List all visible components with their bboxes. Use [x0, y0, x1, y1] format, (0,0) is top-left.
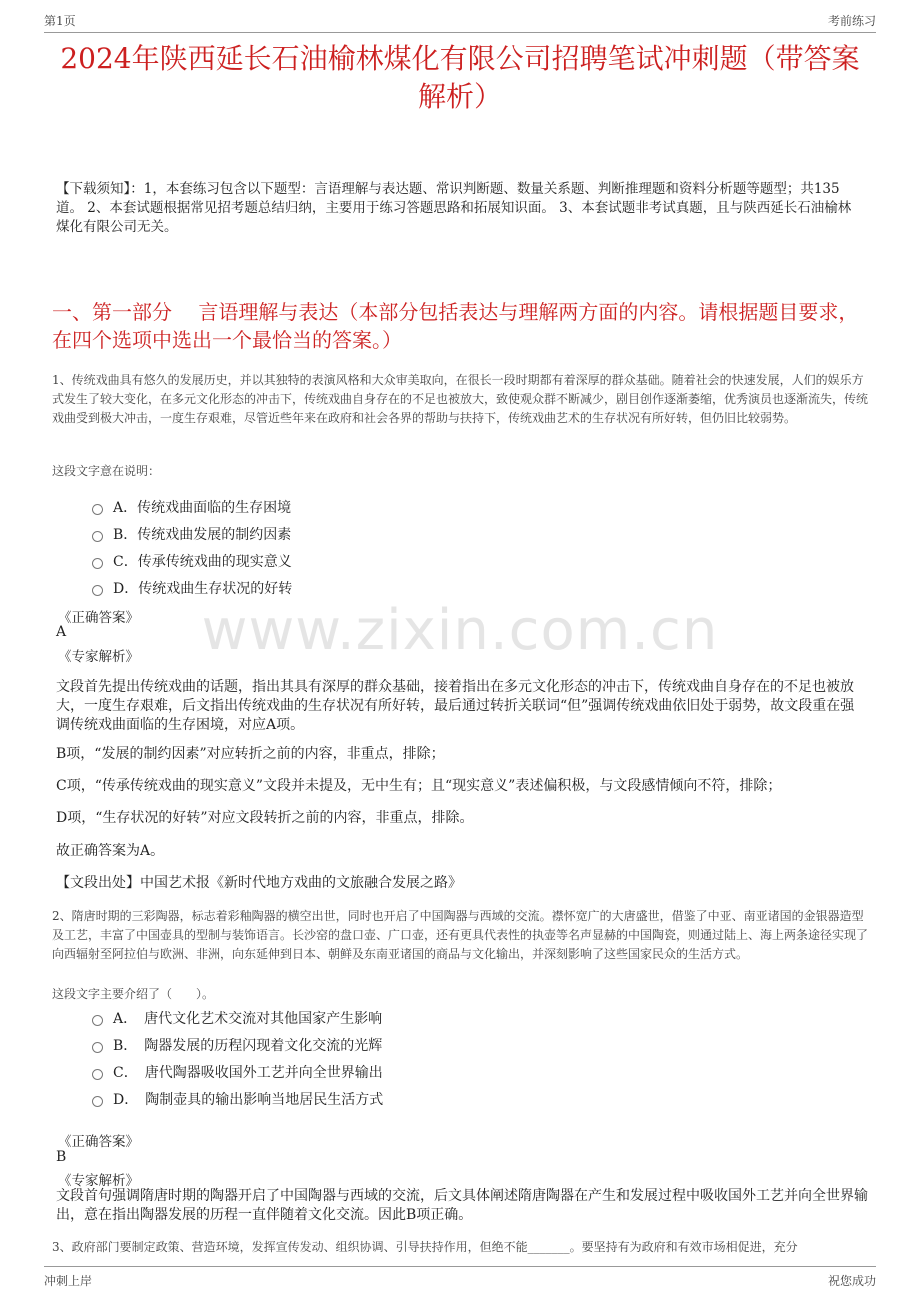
- q1-analysis-d: D项，“生存状况的好转”对应文段转折之前的内容，非重点，排除。: [56, 810, 474, 826]
- question-1-text: 1、传统戏曲具有悠久的发展历史，并以其独特的表演风格和大众审美取向，在很长一段时期都有着深厚的群众基础。随着社会的快速发展，人们的娱乐方式发生了较大变化，在多元文化形态的冲击下，传统戏曲自身存在的不足也被放大，致使观众群不断减少，剧目创作逐渐萎缩，优秀演员也逐渐流失，传统戏曲受到极大冲击，一度生存艰难，尽管近些年来在政府和社会各界的帮助与扶持下，传统戏曲艺术的生存状况有所好转，但仍旧比较弱势。: [52, 373, 869, 425]
- page-title: 2024年陕西延长石油榆林煤化有限公司招聘笔试冲刺题（带答案解析）: [60, 42, 860, 113]
- q2-option-a[interactable]: [92, 1008, 382, 1028]
- radio-icon[interactable]: [92, 1069, 103, 1080]
- option-label: B． 陶器发展的历程闪现着文化交流的光辉: [113, 1038, 383, 1054]
- q2-analysis-label: 《专家解析》: [58, 1173, 139, 1189]
- q1-analysis-label: 《专家解析》: [58, 649, 139, 665]
- footer-rule: [44, 1266, 876, 1267]
- option-label: D． 陶制壶具的输出影响当地居民生活方式: [113, 1092, 384, 1108]
- q2-option-c[interactable]: [92, 1062, 383, 1082]
- q1-analysis-conclusion: 故正确答案为A。: [56, 843, 165, 859]
- radio-icon[interactable]: [92, 585, 103, 596]
- q1-answer-label: 《正确答案》: [58, 610, 139, 626]
- footer-left-label: 冲刺上岸: [44, 1274, 93, 1288]
- option-label: B．传统戏曲发展的制约因素: [113, 527, 292, 543]
- q1-analysis-c: C项，“传承传统戏曲的现实意义”文段并未提及，无中生有；且“现实意义”表述偏积极，与文段感情倾向不符，排除；: [56, 778, 782, 794]
- option-label: A． 唐代文化艺术交流对其他国家产生影响: [113, 1011, 383, 1027]
- question-3-text: 3、政府部门要制定政策、营造环境，发挥宣传发动、组织协调、引导扶持作用，但绝不能_______。要坚持有为政府和有效市场相促进，充分: [52, 1240, 798, 1254]
- question-1-prompt: 这段文字意在说明：: [52, 464, 161, 478]
- radio-icon[interactable]: [92, 1015, 103, 1026]
- q1-option-b[interactable]: [92, 524, 291, 544]
- q1-analysis-main: 文段首先提出传统戏曲的话题，指出其具有深厚的群众基础，接着指出在多元文化形态的冲击下，传统戏曲自身存在的不足也被放大，一度生存艰难，后文指出传统戏曲的生存状况有所好转，最后通过转折关联词“但”强调传统戏曲依旧处于弱势，故文段重在强调传统戏曲面临的生存困境，对应A项。: [56, 679, 855, 733]
- radio-icon[interactable]: [92, 1096, 103, 1107]
- q2-option-b[interactable]: [92, 1035, 382, 1055]
- download-notice: 【下载须知】：1，本套练习包含以下题型：言语理解与表达题、常识判断题、数量关系题、判断推理题和资料分析题等题型；共135道。 2、本套试题根据常见招考题总结归纳，主要用于练习答题思路和拓展知识面。 3、本套试题非考试真题，且与陕西延长石油榆林煤化有限公司无关。: [56, 181, 852, 235]
- q1-option-d[interactable]: [92, 578, 292, 598]
- option-label: C．传承传统戏曲的现实意义: [113, 554, 292, 570]
- footer-right-label: 祝您成功: [827, 1274, 876, 1288]
- radio-icon[interactable]: [92, 1042, 103, 1053]
- option-label: C． 唐代陶器吸收国外工艺并向全世界输出: [113, 1065, 383, 1081]
- q1-source: 【文段出处】中国艺术报《新时代地方戏曲的文旅融合发展之路》: [56, 875, 462, 891]
- option-label: D．传统戏曲生存状况的好转: [113, 581, 293, 597]
- q1-answer: A: [56, 624, 67, 640]
- watermark: www.zixin.com.cn: [201, 598, 719, 663]
- q2-answer-label: 《正确答案》: [58, 1134, 139, 1150]
- radio-icon[interactable]: [92, 504, 103, 515]
- q1-option-a[interactable]: [92, 497, 291, 517]
- radio-icon[interactable]: [92, 531, 103, 542]
- page-number: 第1页: [44, 14, 76, 28]
- option-label: A．传统戏曲面临的生存困境: [113, 500, 292, 516]
- q2-option-d[interactable]: [92, 1089, 383, 1109]
- radio-icon[interactable]: [92, 558, 103, 569]
- q1-option-c[interactable]: [92, 551, 292, 571]
- question-2-text: 2、隋唐时期的三彩陶器，标志着彩釉陶器的横空出世，同时也开启了中国陶器与西域的交流。襟怀宽广的大唐盛世，借鉴了中亚、南亚诸国的金银器造型及工艺，丰富了中国壶具的型制与装饰语言。长沙窑的盘口壶、广口壶，还有更具代表性的执壶等名声显赫的中国陶瓷，则通过陆上、海上两条途径实现了向西辐射至阿拉伯与欧洲、非洲，向东延伸到日本、朝鲜及东南亚诸国的商品与文化输出，并深刻影响了这些国家民众的生活方式。: [52, 909, 869, 961]
- q1-analysis-b: B项，“发展的制约因素”对应转折之前的内容，非重点，排除；: [56, 746, 445, 762]
- question-2-prompt: 这段文字主要介绍了（ ）。: [52, 987, 215, 1001]
- q2-answer: B: [56, 1149, 67, 1165]
- q2-analysis: 文段首句强调隋唐时期的陶器开启了中国陶器与西域的交流，后文具体阐述隋唐陶器在产生和发展过程中吸收国外工艺并向全世界输出，意在指出陶器发展的历程一直伴随着文化交流。因此B项正确。: [56, 1188, 868, 1223]
- header-right-label: 考前练习: [827, 14, 876, 28]
- header-rule: [44, 32, 876, 33]
- section-title: 一、第一部分 言语理解与表达（本部分包括表达与理解两方面的内容。请根据题目要求，在四个选项中选出一个最恰当的答案。）: [52, 300, 859, 352]
